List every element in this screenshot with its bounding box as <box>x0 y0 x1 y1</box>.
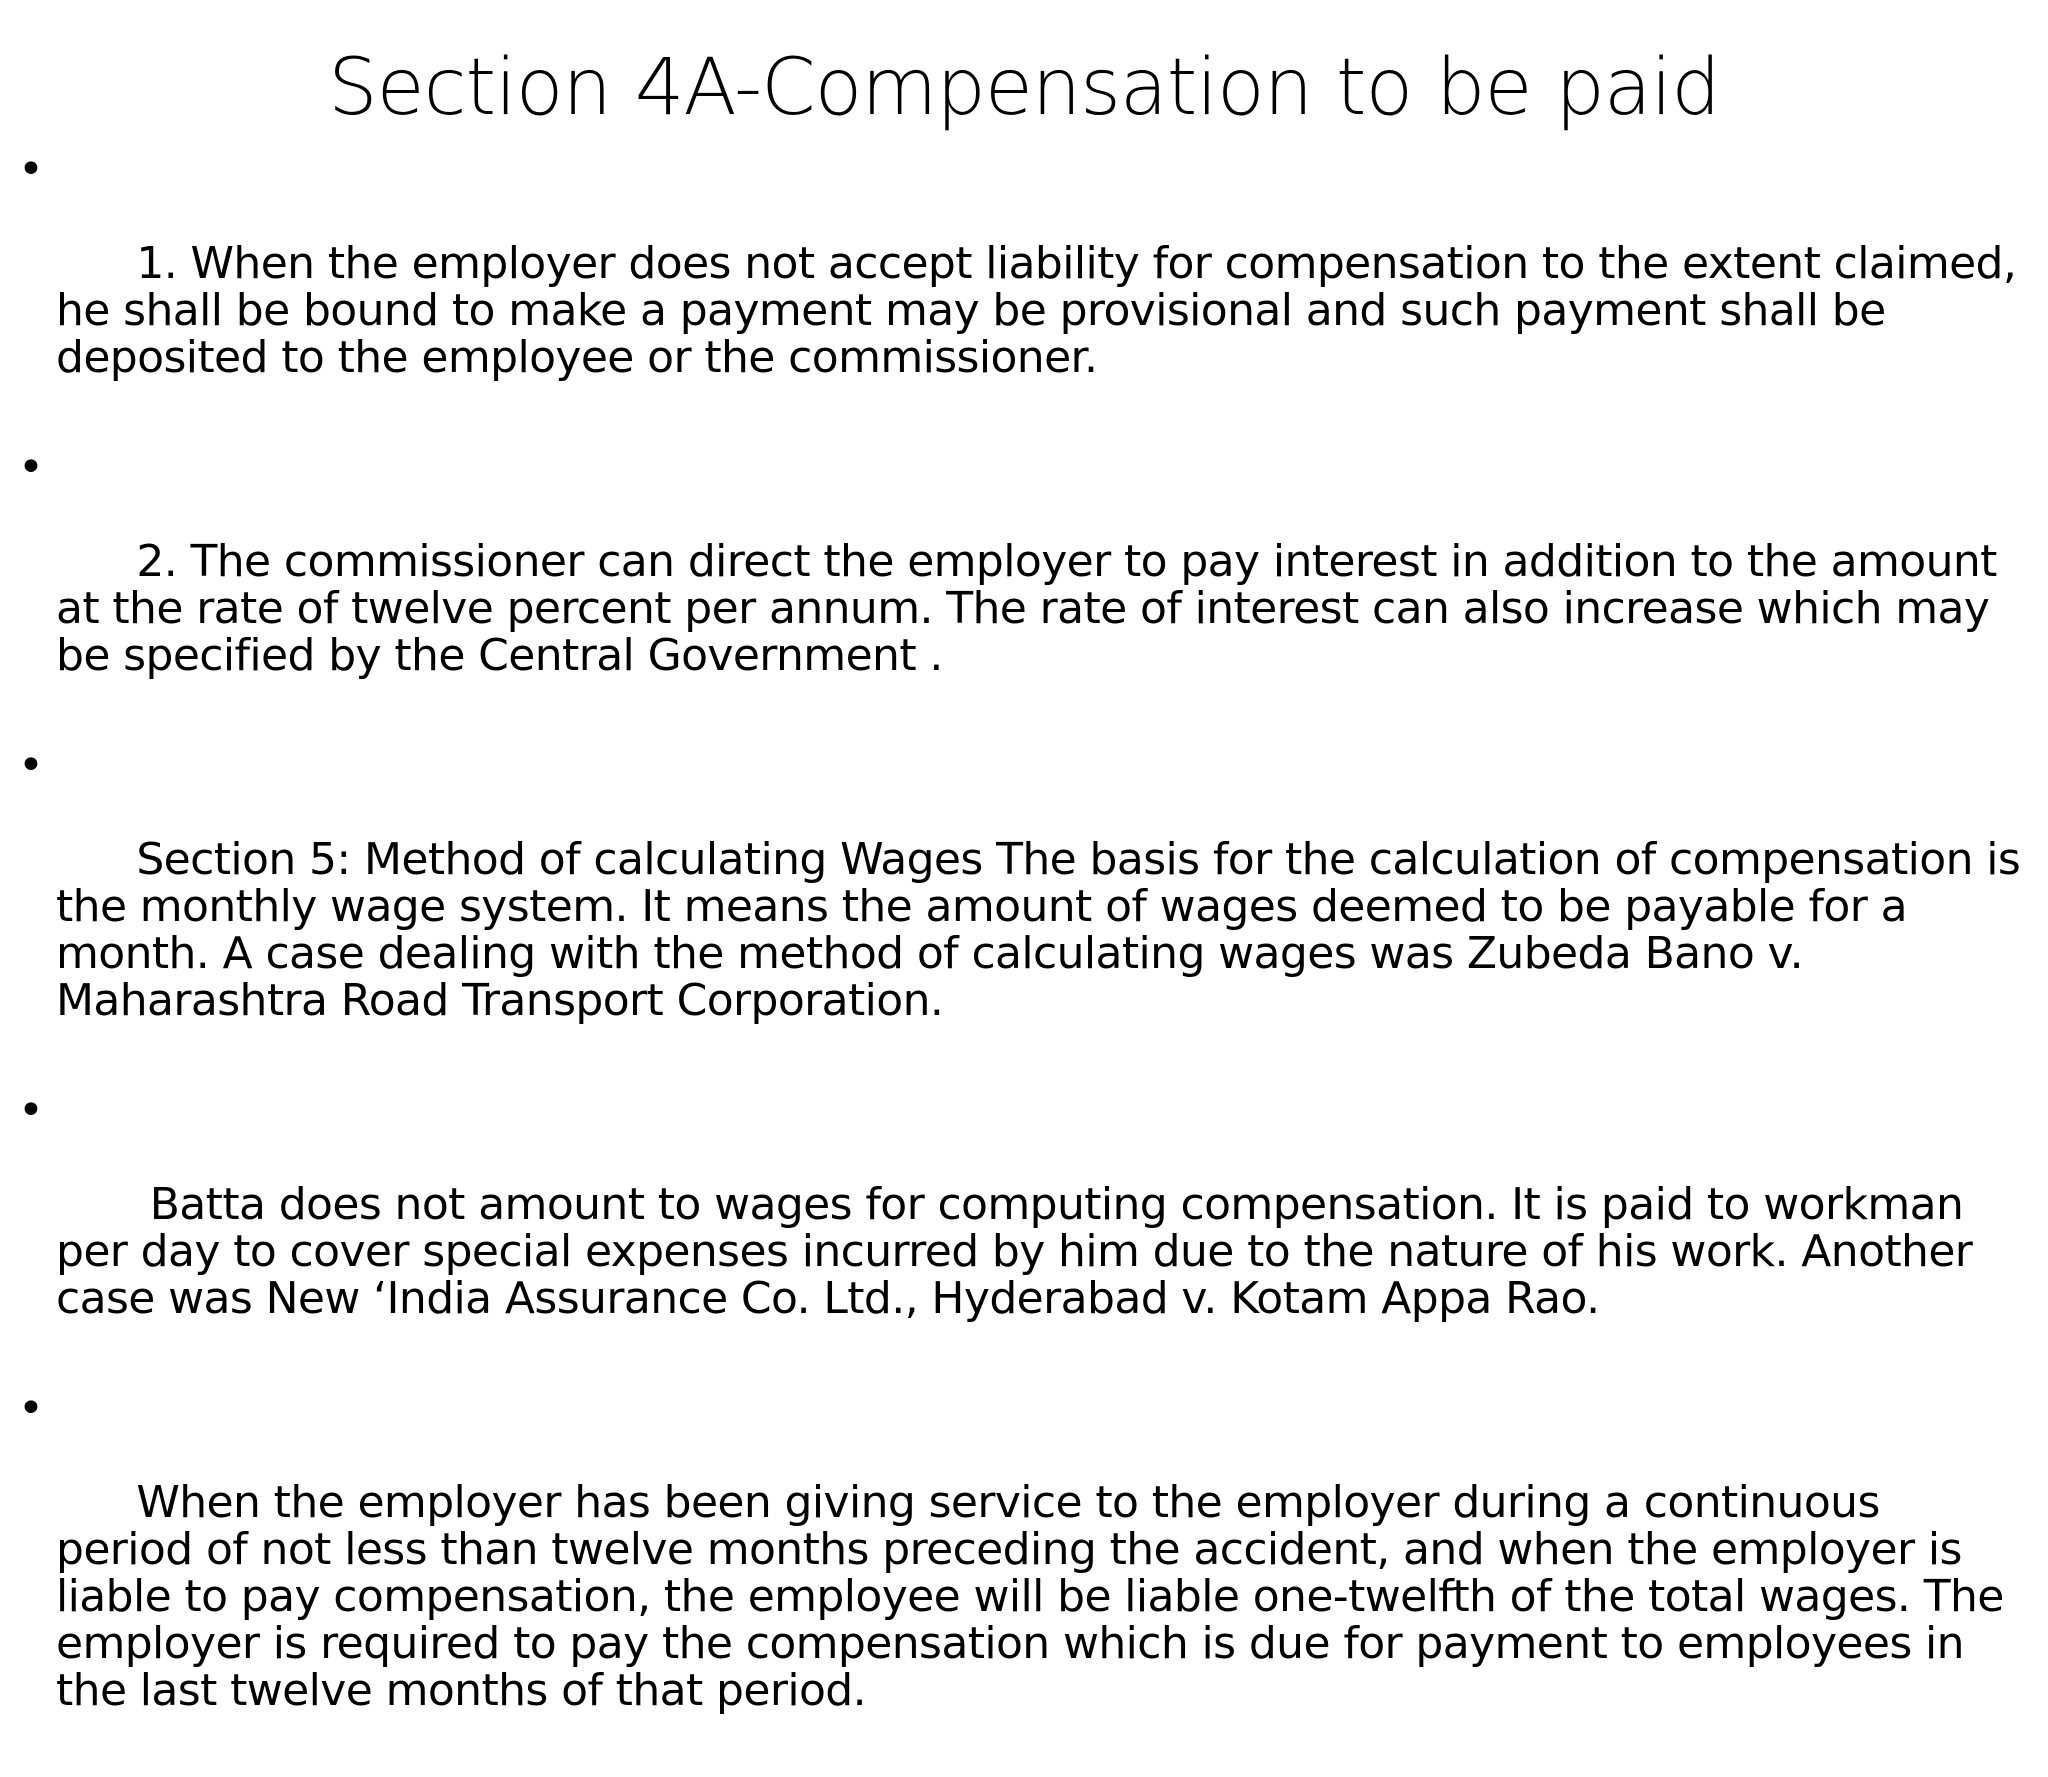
bullet-text-4: Batta does not amount to wages for computing compensation. It is paid to workman per day to cover special expenses incurred by him due to the nature of his work. Another case was New ‘India Assurance Co. Ltd., Hyderabad v. Kotam Appa Rao. <box>56 1179 1986 1324</box>
bullet-list <box>18 144 2034 1777</box>
bullet-text-2: 2. The commissioner can direct the employer to pay interest in addition to the amount at the rate of twelve percent per annum. The rate of interest can also increase which may be specified by the Central Government . <box>56 536 2011 681</box>
bullet-item-3 <box>18 740 2034 1071</box>
bullet-item-5 <box>18 1385 2028 1761</box>
bullet-item-1 <box>18 146 2028 428</box>
bullet-text-3: Section 5: Method of calculating Wages The basis for the calculation of compensation is the monthly wage system. It means the amount of wages deemed to be payable for a month. A case dealing with the method of calculating wages was Zubeda Bano v. Maharashtra Road Transport Corporation. <box>56 834 2034 1026</box>
bullet-item-4 <box>18 1087 2028 1369</box>
bullet-dot-icon: • <box>18 740 44 791</box>
bullet-dot-icon: • <box>18 1085 44 1136</box>
bullet-dot-icon: • <box>18 1383 44 1434</box>
bullet-item-2 <box>18 444 2028 726</box>
bullet-dot-icon: • <box>18 442 44 493</box>
bullet-dot-icon: • <box>18 144 44 195</box>
bullet-text-5: When the employer has been giving service to the employer during a continuous period of not less than twelve months preceding the accident, and when the employer is liable to pay compensation, the employee will be liable one-twelfth of the total wages. The employer is required to pay the compensation which is due for payment to employees in the last twelve months of that period. <box>56 1477 2018 1716</box>
bullet-text-1: 1. When the employer does not accept liability for compensation to the extent claimed, he shall be bound to make a payment may be provisional and such payment shall be deposited to the employee or the commissioner. <box>56 238 2030 383</box>
slide-title: Section 4A-Compensation to be paid <box>328 43 1720 133</box>
